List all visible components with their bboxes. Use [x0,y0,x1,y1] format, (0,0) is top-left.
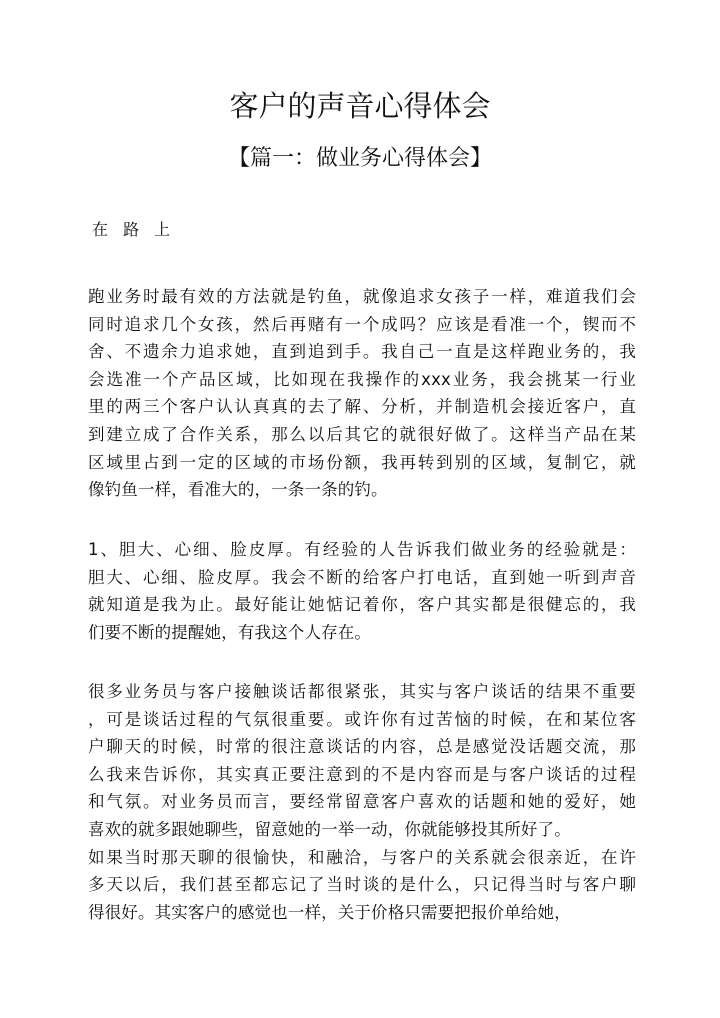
paragraph-line: 同时追求几个女孩，然后再赌有一个成吗？应该是看准一个，锲而不 [88,314,636,334]
paragraph-line: 喜欢的就多跟她聊些，留意她的一举一动，你就能够投其所好了。 [88,819,571,839]
paragraph-line: 胆大、心细、脸皮厚。我会不断的给客户打电话，直到她一听到声音 [88,567,636,587]
paragraph-line: 舍、不遗余力追求她，直到追到手。我自己一直是这样跑业务的，我 [88,342,636,362]
paragraph-line: 像钓鱼一样，看准大的，一条一条的钓。 [88,480,388,500]
paragraph-line: 会选准一个产品区域，比如现在我操作的xxx业务，我会挑某一行业 [88,369,636,389]
document-title: 客户的声音心得体会 [229,89,491,123]
paragraph-fishing-method [88,283,636,504]
paragraph-line: ，可是谈话过程的气氛很重要。或许你有过苦恼的时候，在和某位客 [88,709,636,729]
paragraph-line: 户聊天的时候，时常的很注意谈话的内容，总是感觉没话题交流，那 [88,737,636,757]
paragraph-line: 跑业务时最有效的方法就是钓鱼，就像追求女孩子一样，难道我们会 [88,287,636,306]
paragraph-line: 就知道是我为止。最好能让她惦记着你，客户其实都是很健忘的，我 [88,595,636,615]
paragraph-line: 1、胆大、心细、脸皮厚。有经验的人告诉我们做业务的经验就是： [88,540,636,559]
paragraph-bold-careful [88,536,636,646]
paragraph-line: 如果当时那天聊的很愉快，和融洽，与客户的关系就会很亲近，在许 [88,847,636,867]
paragraph-line: 区域里占到一定的区域的市场份额，我再转到别的区域，复制它，就 [88,452,636,472]
paragraph-line: 么我来告诉你，其实真正要注意到的不是内容而是与客户谈话的过程 [88,764,636,784]
section-heading: 在 路 上 [92,220,176,239]
document-subtitle: 【篇一：做业务心得体会】 [227,146,492,171]
paragraph-conversation-atmosphere [88,678,636,926]
paragraph-line: 得很好。其实客户的感觉也一样，关于价格只需要把报价单给她， [88,902,571,922]
paragraph-line: 多天以后，我们甚至都忘记了当时谈的是什么，只记得当时与客户聊 [88,875,636,895]
paragraph-line: 到建立成了合作关系，那么以后其它的就很好做了。这样当产品在某 [88,424,636,444]
paragraph-line: 很多业务员与客户接触谈话都很紧张，其实与客户谈话的结果不重要 [88,682,636,701]
paragraph-line: 和气氛。对业务员而言，要经常留意客户喜欢的话题和她的爱好，她 [88,792,636,812]
paragraph-line: 里的两三个客户认认真真的去了解、分析，并制造机会接近客户，直 [88,397,636,417]
paragraph-line: 们要不断的提醒她，有我这个人存在。 [88,622,372,642]
